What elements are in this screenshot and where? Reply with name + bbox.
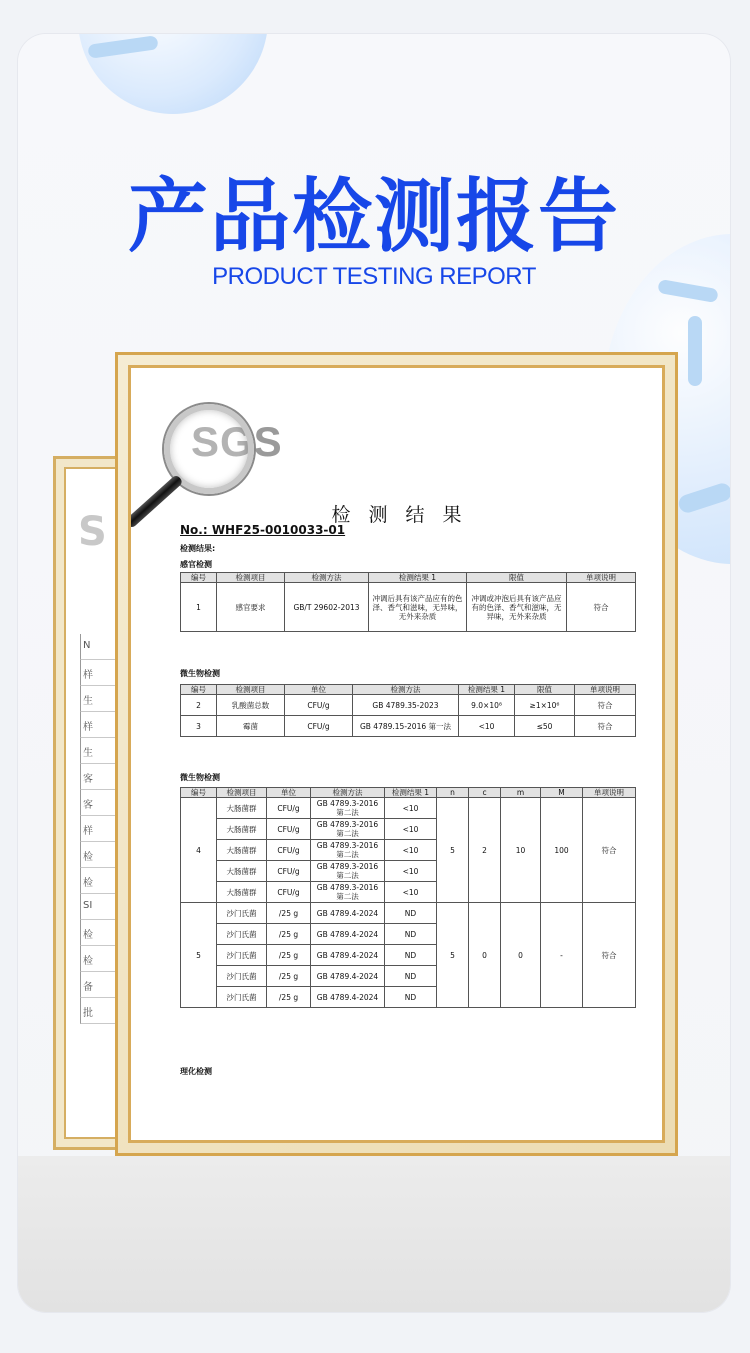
table-cell: 大肠菌群: [217, 861, 267, 882]
table-cell: 沙门氏菌: [217, 987, 267, 1008]
column-header: 单位: [267, 788, 311, 798]
group-m: 100: [541, 798, 583, 903]
table-cell: 沙门氏菌: [217, 945, 267, 966]
table-cell: /25 g: [267, 987, 311, 1008]
back-line-text: 检: [83, 930, 93, 941]
page-title: 产品检测报告: [128, 170, 620, 263]
table-cell: GB 4789.3-2016 第二法: [311, 819, 385, 840]
back-line-text: 检: [83, 878, 93, 889]
column-header: 检测方法: [285, 573, 369, 583]
back-line-text: 生: [83, 696, 93, 707]
table-header-row: [181, 573, 636, 583]
table-cell: 大肠菌群: [217, 840, 267, 861]
back-line-text: 样: [83, 826, 93, 837]
table-cell: 沙门氏菌: [217, 966, 267, 987]
sgs-logo: SGS: [191, 418, 283, 465]
group-remark: 符合: [583, 903, 636, 1008]
table-cell: GB 4789.3-2016 第二法: [311, 882, 385, 903]
table-row: [181, 903, 636, 924]
table-cell: 沙门氏菌: [217, 924, 267, 945]
table-cell: GB 4789.4-2024: [311, 924, 385, 945]
table-header-row: [181, 685, 636, 695]
sensory-section-label: 感官检测: [180, 560, 212, 569]
table-cell: <10: [385, 882, 437, 903]
back-line-text: 检: [83, 956, 93, 967]
group-n: 5: [437, 798, 469, 903]
table-cell: GB 4789.3-2016 第二法: [311, 840, 385, 861]
table-cell: 冲调后具有该产品应有的色泽、香气和滋味，无异味，无外来杂质: [369, 583, 467, 632]
column-header: 单项说明: [567, 573, 636, 583]
microbe-sampling-table: [180, 787, 636, 1008]
table-cell: ≤50: [515, 716, 575, 737]
back-line-text: 客: [83, 800, 93, 811]
column-header: 编号: [181, 573, 217, 583]
column-header: 检测方法: [353, 685, 459, 695]
back-line-text: 备: [83, 982, 93, 993]
table-cell: <10: [385, 798, 437, 819]
group-c: 2: [469, 798, 501, 903]
table-cell: GB 4789.35-2023: [353, 695, 459, 716]
microbe-table: [180, 684, 636, 737]
column-header: m: [501, 788, 541, 798]
back-line-text: 生: [83, 748, 93, 759]
results-label: 检测结果:: [180, 544, 216, 553]
page-subtitle: PRODUCT TESTING REPORT: [212, 263, 536, 290]
column-header: 限值: [515, 685, 575, 695]
group-remark: 符合: [583, 798, 636, 903]
table-cell: CFU/g: [267, 819, 311, 840]
column-header: 编号: [181, 685, 217, 695]
back-line-text: 批: [83, 1008, 93, 1019]
certificate-frame: [115, 352, 678, 1156]
column-header: 检测方法: [311, 788, 385, 798]
group-c: 0: [469, 903, 501, 1008]
table-cell: 冲调或冲泡后具有该产品应有的色泽、香气和滋味，无异味，无外来杂质: [467, 583, 567, 632]
table-cell: GB 4789.4-2024: [311, 903, 385, 924]
table-cell: CFU/g: [267, 882, 311, 903]
table-header-row: [181, 788, 636, 798]
display-floor: [18, 1156, 730, 1312]
back-line-text: N: [83, 640, 91, 651]
table-cell: 大肠菌群: [217, 798, 267, 819]
column-header: 单位: [285, 685, 353, 695]
back-line-text: 样: [83, 722, 93, 733]
table-cell: GB 4789.3-2016 第二法: [311, 798, 385, 819]
sensory-table: [180, 572, 636, 632]
table-cell: 沙门氏菌: [217, 903, 267, 924]
back-line-text: 样: [83, 670, 93, 681]
table-cell: ND: [385, 966, 437, 987]
table-row: [181, 716, 636, 737]
table-cell: CFU/g: [267, 840, 311, 861]
page-card: [18, 34, 730, 1312]
certificate-inner-frame: [128, 365, 665, 1143]
table-cell: 大肠菌群: [217, 882, 267, 903]
table-row: [181, 583, 636, 632]
table-cell: 霉菌: [217, 716, 285, 737]
table-cell: /25 g: [267, 945, 311, 966]
column-header: 限值: [467, 573, 567, 583]
column-header: n: [437, 788, 469, 798]
table-row: [181, 695, 636, 716]
table-cell: GB 4789.15-2016 第一法: [353, 716, 459, 737]
table-cell: CFU/g: [285, 716, 353, 737]
table-cell: /25 g: [267, 903, 311, 924]
table-cell: CFU/g: [267, 861, 311, 882]
group-number: 4: [181, 798, 217, 903]
column-header: 编号: [181, 788, 217, 798]
column-header: 单项说明: [575, 685, 636, 695]
table-cell: GB/T 29602-2013: [285, 583, 369, 632]
table-cell: /25 g: [267, 966, 311, 987]
table-cell: 符合: [575, 695, 636, 716]
column-header: c: [469, 788, 501, 798]
group-m: 10: [501, 798, 541, 903]
table-cell: GB 4789.4-2024: [311, 945, 385, 966]
table-cell: 3: [181, 716, 217, 737]
back-line-text: 检: [83, 852, 93, 863]
table-cell: /25 g: [267, 924, 311, 945]
table-cell: 乳酸菌总数: [217, 695, 285, 716]
table-cell: ≥1×10⁶: [515, 695, 575, 716]
table-cell: ND: [385, 945, 437, 966]
water-drop: [688, 316, 702, 386]
table-cell: 大肠菌群: [217, 819, 267, 840]
group-n: 5: [437, 903, 469, 1008]
group-number: 5: [181, 903, 217, 1008]
micro-section-label: 微生物检测: [180, 669, 220, 678]
column-header: 检测项目: [217, 788, 267, 798]
column-header: 检测项目: [217, 685, 285, 695]
table-cell: <10: [385, 861, 437, 882]
group-m: -: [541, 903, 583, 1008]
column-header: 单项说明: [583, 788, 636, 798]
table-cell: ND: [385, 903, 437, 924]
column-header: 检测结果 1: [459, 685, 515, 695]
table-cell: CFU/g: [267, 798, 311, 819]
table-cell: 符合: [567, 583, 636, 632]
table-cell: 感官要求: [217, 583, 285, 632]
column-header: M: [541, 788, 583, 798]
report-number: No.: WHF25-0010033-01: [180, 523, 346, 537]
report-title: 检 测 结 果: [331, 504, 468, 526]
table-cell: GB 4789.3-2016 第二法: [311, 861, 385, 882]
physchem-section-label: 理化检测: [180, 1067, 212, 1076]
back-line-text: 客: [83, 774, 93, 785]
column-header: 检测结果 1: [369, 573, 467, 583]
table-cell: <10: [385, 840, 437, 861]
table-cell: ND: [385, 924, 437, 945]
table-cell: 9.0×10⁸: [459, 695, 515, 716]
table-cell: 符合: [575, 716, 636, 737]
back-line-text: SI: [83, 900, 93, 911]
table-row: [181, 798, 636, 819]
table-cell: 2: [181, 695, 217, 716]
column-header: 检测项目: [217, 573, 285, 583]
table-cell: <10: [385, 819, 437, 840]
table-cell: <10: [459, 716, 515, 737]
back-certificate-logo: S: [78, 509, 107, 555]
micro-section-label-2: 微生物检测: [180, 773, 220, 782]
table-cell: GB 4789.4-2024: [311, 987, 385, 1008]
group-m: 0: [501, 903, 541, 1008]
table-cell: CFU/g: [285, 695, 353, 716]
table-cell: GB 4789.4-2024: [311, 966, 385, 987]
column-header: 检测结果 1: [385, 788, 437, 798]
table-cell: ND: [385, 987, 437, 1008]
table-cell: 1: [181, 583, 217, 632]
